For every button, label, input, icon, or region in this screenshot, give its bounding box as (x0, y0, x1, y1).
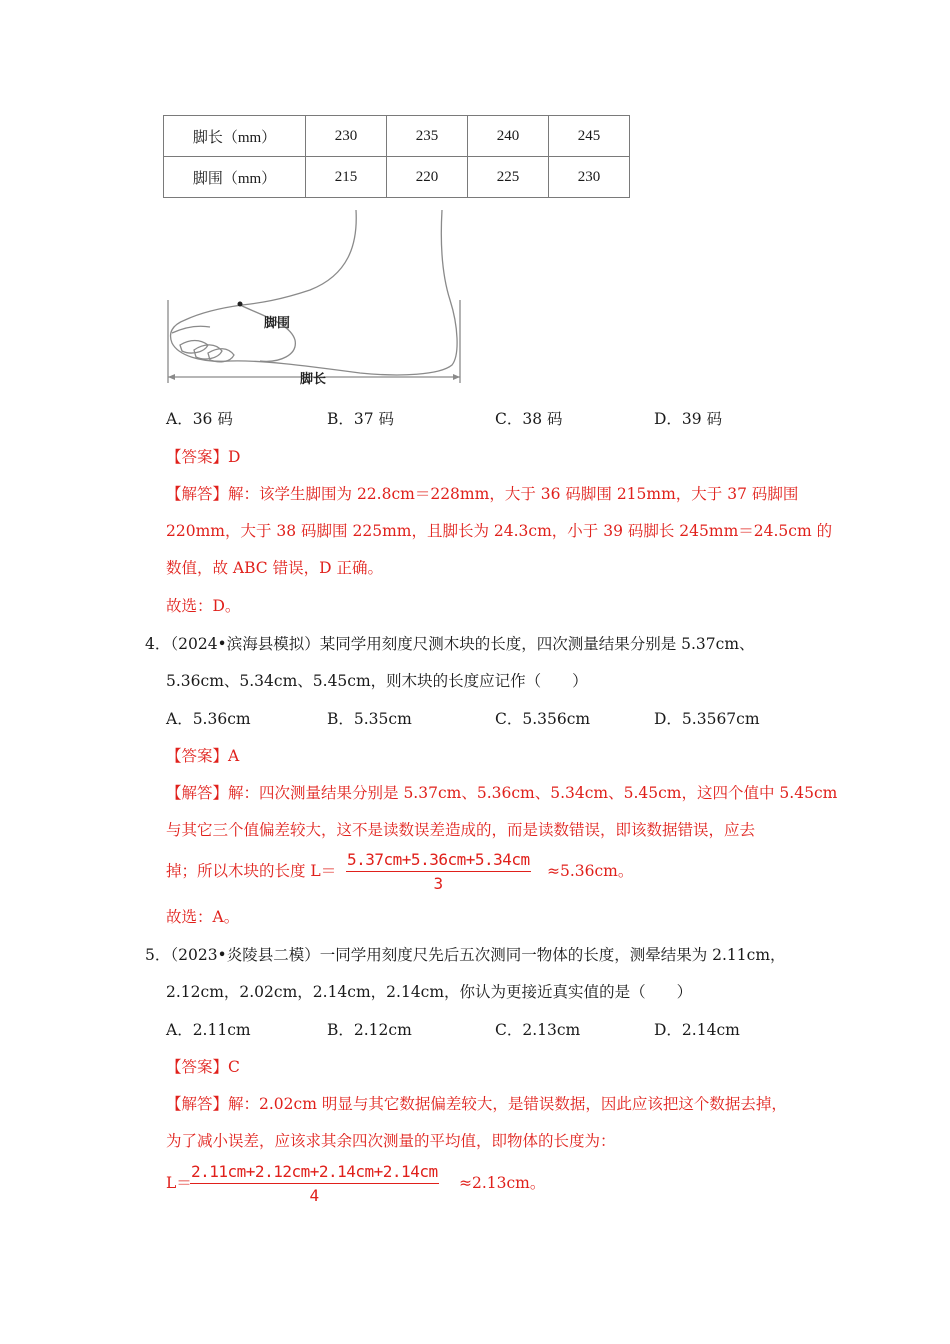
analysis-tag: 【解答】 (166, 485, 229, 503)
table-cell: 225 (468, 157, 549, 198)
answer: 【答案】A (166, 747, 240, 765)
table-cell: 215 (306, 157, 387, 198)
fraction (190, 1162, 439, 1205)
table-cell: 245 (549, 116, 630, 157)
table-cell: 235 (387, 116, 468, 157)
length-label: 脚长 (300, 372, 327, 387)
girth-label: 脚围 (264, 316, 291, 331)
fraction-denominator: 3 (433, 874, 444, 893)
fraction-numerator: 2.11cm+2.12cm+2.14cm+2.14cm (190, 1162, 439, 1184)
question-stem: 5.36cm、5.34cm、5.45cm，则木块的长度应记作（ ） (166, 672, 588, 690)
option-c: C．5.356cm (495, 710, 591, 728)
table-row (164, 157, 630, 198)
table-cell: 230 (549, 157, 630, 198)
analysis-line: 为了减小误差，应该求其余四次测量的平均值，即物体的长度为： (166, 1132, 616, 1150)
option-b: B．5.35cm (327, 710, 412, 728)
question-stem: 4．（2024•滨海县模拟）某同学用刻度尺测木块的长度，四次测量结果分别是 5.37cm、 (145, 635, 755, 653)
option-a: A．2.11cm (166, 1021, 251, 1039)
shoe-size-table (163, 115, 630, 198)
question-stem: 5．（2023•炎陵县二模）一同学用刻度尺先后五次测同一物体的长度，测晕结果为 2.11cm， (145, 946, 786, 964)
analysis-line-pre: L＝ (166, 1174, 192, 1192)
foot-illustration (160, 205, 470, 390)
row-header: 脚长（mm） (164, 116, 306, 157)
analysis-line: 220mm，大于 38 码脚围 225mm，且脚长为 24.3cm，小于 39 码脚长 245mm＝24.5cm 的 (166, 522, 833, 540)
analysis-line: 【解答】解：2.02cm 明显与其它数据偏差较大，是错误数据，因此应该把这个数据去掉， (166, 1095, 787, 1113)
analysis-line: 数值，故 ABC 错误，D 正确。 (166, 559, 383, 577)
answer: 【答案】D (166, 448, 241, 466)
choose-line: 故选：D。 (166, 597, 241, 615)
fraction (346, 850, 531, 893)
table-cell: 220 (387, 157, 468, 198)
option-c: C．38 码 (495, 410, 563, 428)
option-a: A．5.36cm (166, 710, 251, 728)
option-d: D．39 码 (654, 410, 723, 428)
option-d: D．5.3567cm (654, 710, 760, 728)
analysis-tag: 【解答】 (166, 784, 229, 802)
answer: 【答案】C (166, 1058, 240, 1076)
analysis-line-pre: 掉；所以木块的长度 L＝ (166, 862, 337, 880)
option-d: D．2.14cm (654, 1021, 740, 1039)
table-cell: 230 (306, 116, 387, 157)
option-a: A．36 码 (166, 410, 233, 428)
analysis-line: 与其它三个值偏差较大，这不是读数误差造成的，而是读数错误，即该数据错误，应去 (166, 821, 756, 839)
question-stem: 2.12cm，2.02cm，2.14cm，2.14cm，你认为更接近真实值的是（ ） (166, 983, 693, 1001)
fraction-numerator: 5.37cm+5.36cm+5.34cm (346, 850, 531, 872)
analysis-tag: 【解答】 (166, 1095, 229, 1113)
option-b: B．2.12cm (327, 1021, 412, 1039)
row-header: 脚围（mm） (164, 157, 306, 198)
analysis-line: 【解答】解：四次测量结果分别是 5.37cm、5.36cm、5.34cm、5.45cm，这四个值中 5.45cm (166, 784, 838, 802)
table-row (164, 116, 630, 157)
analysis-line-post: ≈5.36cm。 (547, 862, 634, 880)
fraction-denominator: 4 (309, 1186, 320, 1205)
choose-line: 故选：A。 (166, 908, 240, 926)
analysis-line: 【解答】解：该学生脚围为 22.8cm＝228mm，大于 36 码脚围 215mm，大于 37 码脚围 (166, 485, 799, 503)
option-b: B．37 码 (327, 410, 395, 428)
analysis-line-post: ≈2.13cm。 (459, 1174, 546, 1192)
table-cell: 240 (468, 116, 549, 157)
option-c: C．2.13cm (495, 1021, 581, 1039)
